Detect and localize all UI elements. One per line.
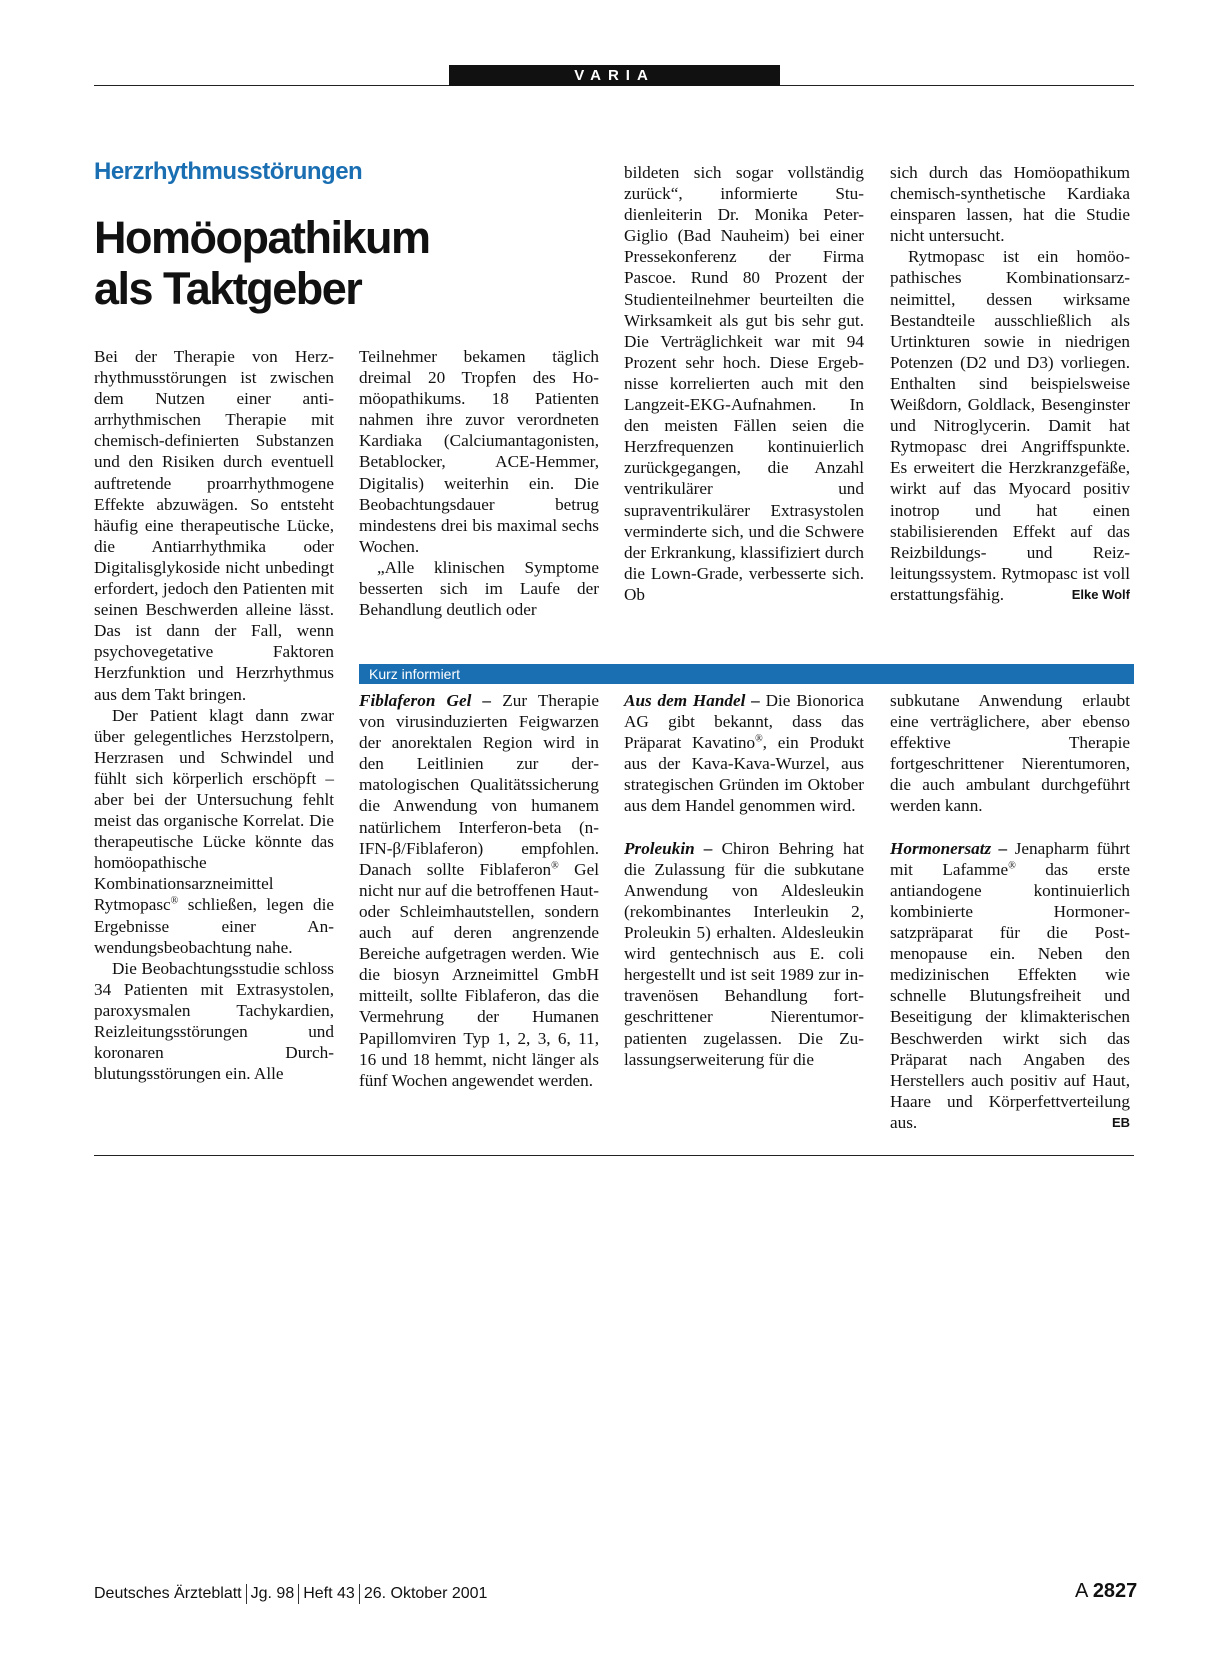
article-column-3 [624,162,864,605]
paragraph: Rytmopasc ist ein homöopathisches Kombinationsarzneimittel, dessen wirksame Bestandteile ausschließlich als Urtinkturen sowie in niedrigen Potenzen (D2 und D3) vorliegen. Enthalten sind beispielsweise Weißdorn, Goldlack, Besenginster und Nitroglycerin. Damit hat Rytmopasc drei Angriffspunkte. Es erweitert die Herzkranzgefäße, wirkt auf das Myocard positiv inotrop und hat einen stabilisierenden Effekt auf das Reizbildungs- und Reizleitungssystem. Rytmopasc ist voll erstattungsfähig. Elke Wolf [890,247,1130,604]
news-item-proleukin: Proleukin – Chiron Behring hat die Zulassung für die subkutane Anwendung von Aldesleukin (rekombinantes Interleukin 2, Proleukin 5) erhalten. Aldesleukin wird gentechnisch aus E. coli hergestellt und ist seit 1989 zur intravenösen Behandlung fortgeschrittener Nierentumorpatienten zugelassen. Die Zulassungserweiterung für die [624,838,864,1069]
news-item-hormonersatz: Hormonersatz – Jenapharm führt mit Lafamme® das erste antiandogene kontinuierlich kombinierte Hormonersatzpräparat für die Postmenopause ein. Neben den medizinischen Effekten wie schnelle Blutungsfreiheit und Beseitigung der klimakterischen Beschwerden wirkt sich das Präparat nach Angaben des Herstellers auch positiv auf Haut, Haare und Körperfettverteilung aus. EB [890,838,1130,1132]
footer-separator [298,1584,299,1604]
headline-line-1: Homöopathikum [94,212,430,263]
journal-issue: Heft 43 [303,1585,355,1603]
page-number: A 2827 [1075,1580,1138,1602]
journal-volume: Jg. 98 [250,1585,295,1603]
paragraph: Der Patient klagt dann zwar über gelegentliches Herzstolpern, Herzrasen und Schwindel und fühlt sich körperlich erschöpft – aber bei der Untersuchung fehlt meist das organische Korrelat. Die therapeutische Lücke könnte das homöopathische Kombinationsarzneimittel Rytmopasc® schließen, legen die Ergebnisse einer Anwendungsbeobachtung nahe. [94,705,334,957]
kurz-author: EB [1111,1114,1130,1130]
article-author: Elke Wolf [1071,586,1130,602]
article-column-4 [890,162,1130,605]
news-lead: Aus dem Handel – [624,691,760,710]
kurz-column-1 [359,690,599,1091]
journal-date: 26. Oktober 2001 [363,1585,488,1603]
paragraph: „Alle klinischen Symptome besserten sich im Laufe der Behandlung deutlich oder [359,557,599,620]
news-item-fiblaferon: Fiblaferon Gel – Zur Therapie von virusinduzierten Feigwarzen der anorektalen Region wird in den Leitlinien zur dermatologischen Qualitätssicherung die Anwendung von humanem natürlichem Interferon-beta (n-IFN-β/Fiblaferon) empfohlen. Danach sollte Fiblaferon® Gel nicht nur auf die betroffenen Haut- oder Schleimhautstellen, sondern auch auf deren angrenzende Bereiche aufgetragen werden. Wie die biosyn Arzneimittel GmbH mitteilt, sollte Fiblaferon, das die Vermehrung der Humanen Papillomviren Typ 1, 2, 3, 6, 11, 16 und 18 hemmt, nicht länger als fünf Wochen angewendet werden. [359,691,600,1090]
article-kicker: Herzrhythmusstörungen [94,158,363,185]
paragraph: sich durch das Homöopathikum chemisch-synthetische Kardiaka einsparen lassen, hat die Studie nicht untersucht. [890,163,1130,246]
section-label: VARIA [449,65,780,86]
journal-name: Deutsches Ärzteblatt [94,1585,242,1603]
article-column-1 [94,346,334,1084]
kurz-informiert-bar: Kurz informiert [359,664,1134,684]
paragraph: bildeten sich sogar vollständig zurück“, informierte Studienleiterin Dr. Monika Peter-Giglio (Bad Nauheim) bei einer Pressekonferenz der Firma Pascoe. Rund 80 Prozent der Studienteilnehmer beurteilten die Wirksamkeit als gut bis sehr gut. Die Verträglichkeit war mit 94 Prozent sehr hoch. Diese Ergebnisse korrelierten auch mit den Langzeit-EKG-Aufnahmen. In den meisten Fällen seien die Herzfrequenzen kontinuierlich zurückgegangen, die Anzahl ventrikulärer und supraventrikulärer Extrasystolen verminderte sich, und die Schwere der Erkrankung, klassifiziert durch die Lown-Grade, verbesserte sich. Ob [624,163,864,604]
paragraph: Teilnehmer bekamen täglich dreimal 20 Tropfen des Homöopathikums. 18 Patienten nahmen ihre zuvor verordneten Kardiaka (Calciumantagonisten, Betablocker, ACE-Hemmer, Digitalis) weiterhin ein. Die Beobachtungsdauer betrug mindestens drei bis maximal sechs Wochen. [359,347,599,556]
page-footer [94,1584,487,1604]
news-item-handel: Aus dem Handel – Die Bionorica AG gibt bekannt, dass das Präparat Kavatino®, ein Produkt aus der Kava-Kava-Wurzel, aus strategischen Gründen im Oktober aus dem Handel genommen wird. [624,691,864,816]
news-item-proleukin-continued: subkutane Anwendung erlaubt eine verträglichere, aber ebenso effektive Therapie fortgeschrittener Nierentumoren, die auch ambulant durchgeführt werden kann. [890,691,1130,816]
footer-separator [246,1584,247,1604]
headline-line-2: als Taktgeber [94,263,362,314]
paragraph: Die Beobachtungsstudie schloss 34 Patienten mit Extrasystolen, paroxysmalen Tachykardien, Reizleitungsstörungen und koronaren Durchblutungsstörungen ein. Alle [94,958,334,1084]
kurz-column-2 [624,690,864,1070]
news-lead: Proleukin – [624,838,713,858]
article-column-2 [359,346,599,620]
bottom-rule [94,1155,1134,1156]
article-headline [94,212,534,314]
kurz-column-3 [890,690,1130,1133]
news-lead: Hormonersatz – [890,838,1008,858]
news-lead: Fiblaferon Gel – [359,691,492,710]
paragraph: Bei der Therapie von Herzrhythmusstörungen ist zwischen dem Nutzen einer antiarrhythmischen Therapie mit chemisch-definierten Substanzen und den Risiken durch eventuell auftretende proarrhythmogene Effekte abzuwägen. So entsteht häufig eine therapeutische Lücke, die Antiarrhythmika oder Digitalisglykoside nicht unbedingt erfordert, jedoch den Patienten mit seinen Beschwerden alleine lässt. Das ist dann der Fall, wenn psychovegetative Faktoren Herzfunktion und Herzrhythmus aus dem Takt bringen. [94,347,334,704]
footer-separator [359,1584,360,1604]
